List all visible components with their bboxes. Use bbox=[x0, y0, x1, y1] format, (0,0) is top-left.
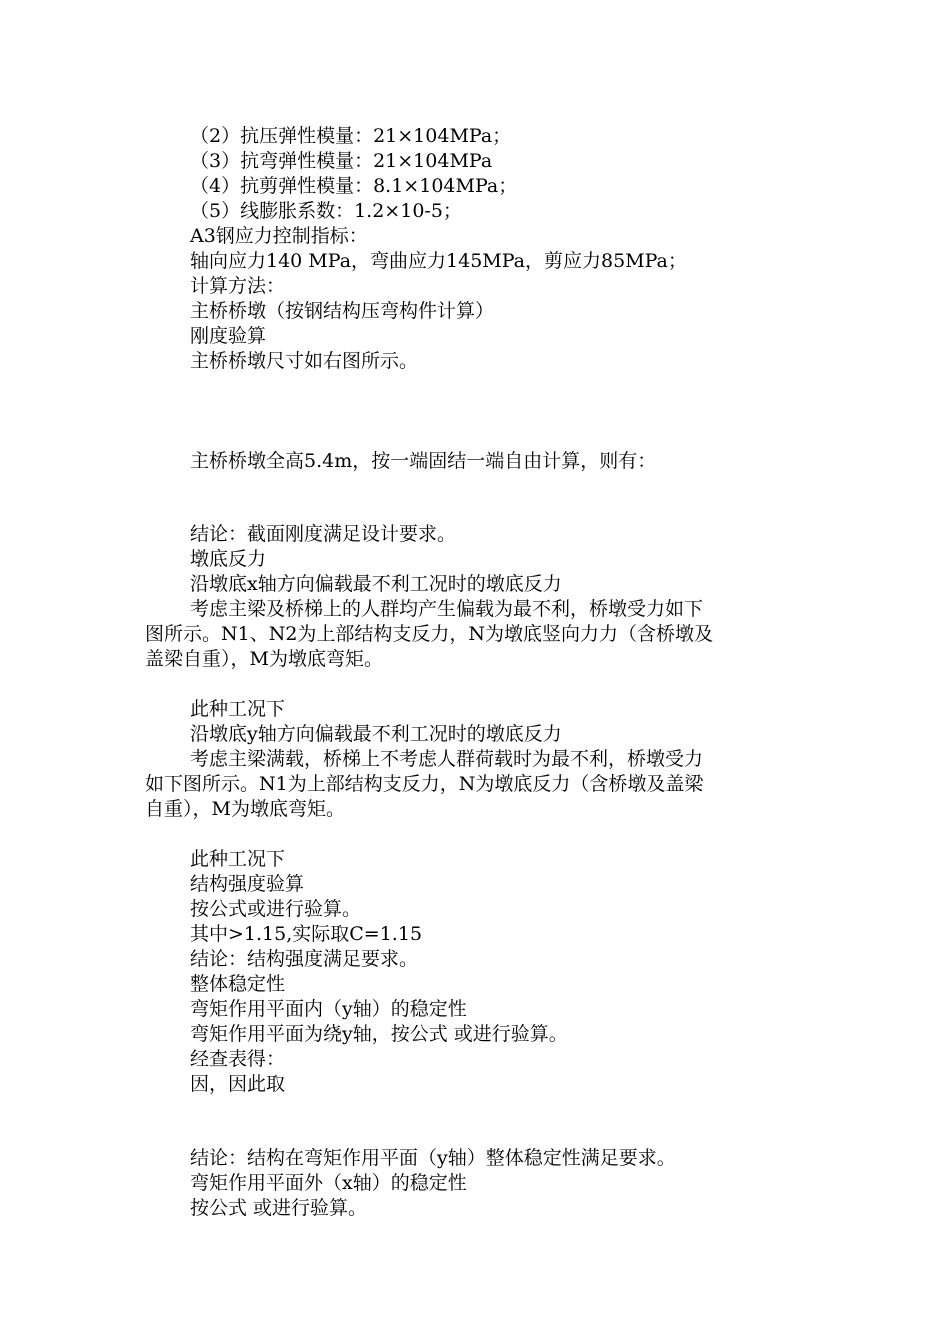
text-line: 考虑主梁满载，桥梯上不考虑人群荷载时为最不利，桥墩受力 bbox=[190, 748, 704, 770]
text-line: 结论：结构在弯矩作用平面（y轴）整体稳定性满足要求。 bbox=[190, 1147, 676, 1169]
text-line: 此种工况下 bbox=[190, 698, 286, 720]
text-line: 刚度验算 bbox=[190, 325, 267, 347]
text-line: 主桥桥墩尺寸如右图所示。 bbox=[190, 350, 419, 372]
text-line: 考虑主梁及桥梯上的人群均产生偏载为最不利，桥墩受力如下 bbox=[190, 598, 704, 620]
text-line: 图所示。N1、N2为上部结构支反力，N为墩底竖向力力（含桥墩及 bbox=[145, 623, 714, 645]
text-line: 按公式 或进行验算。 bbox=[190, 1197, 368, 1219]
text-line: 按公式或进行验算。 bbox=[190, 898, 362, 920]
text-line: 此种工况下 bbox=[190, 848, 286, 870]
text-line: 弯矩作用平面外（x轴）的稳定性 bbox=[190, 1172, 467, 1194]
text-line: 墩底反力 bbox=[190, 548, 267, 570]
text-line: 主桥桥墩全高5.4m，按一端固结一端自由计算，则有： bbox=[190, 450, 657, 472]
text-line: 其中>1.15,实际取C=1.15 bbox=[190, 923, 423, 945]
text-line: （5）线膨胀系数：1.2×10-5； bbox=[190, 200, 462, 222]
text-line: 结论：截面刚度满足设计要求。 bbox=[190, 523, 457, 545]
text-line: （4）抗剪弹性模量：8.1×104MPa； bbox=[190, 175, 518, 197]
text-line: 沿墩底y轴方向偏载最不利工况时的墩底反力 bbox=[190, 723, 562, 745]
text-line: 整体稳定性 bbox=[190, 973, 286, 995]
text-line: 自重），M为墩底弯矩。 bbox=[145, 798, 345, 820]
text-line: 如下图所示。N1为上部结构支反力，N为墩底反力（含桥墩及盖梁 bbox=[145, 773, 704, 795]
text-line: 沿墩底x轴方向偏载最不利工况时的墩底反力 bbox=[190, 573, 562, 595]
text-line: （2）抗压弹性模量：21×104MPa； bbox=[190, 125, 512, 147]
text-line: 结构强度验算 bbox=[190, 873, 305, 895]
text-line: 主桥桥墩（按钢结构压弯构件计算） bbox=[190, 300, 495, 322]
text-line: （3）抗弯弹性模量：21×104MPa bbox=[190, 150, 493, 172]
text-line: 经查表得： bbox=[190, 1048, 286, 1070]
text-line: 盖梁自重），M为墩底弯矩。 bbox=[145, 648, 383, 670]
text-line: 因，因此取 bbox=[190, 1073, 286, 1095]
text-line: 计算方法： bbox=[190, 275, 286, 297]
text-line: 轴向应力140 MPa，弯曲应力145MPa，剪应力85MPa； bbox=[190, 250, 687, 272]
text-line: 弯矩作用平面为绕y轴，按公式 或进行验算。 bbox=[190, 1023, 568, 1045]
text-line: 弯矩作用平面内（y轴）的稳定性 bbox=[190, 998, 467, 1020]
text-line: 结论：结构强度满足要求。 bbox=[190, 948, 419, 970]
text-line: A3钢应力控制指标： bbox=[190, 225, 368, 247]
